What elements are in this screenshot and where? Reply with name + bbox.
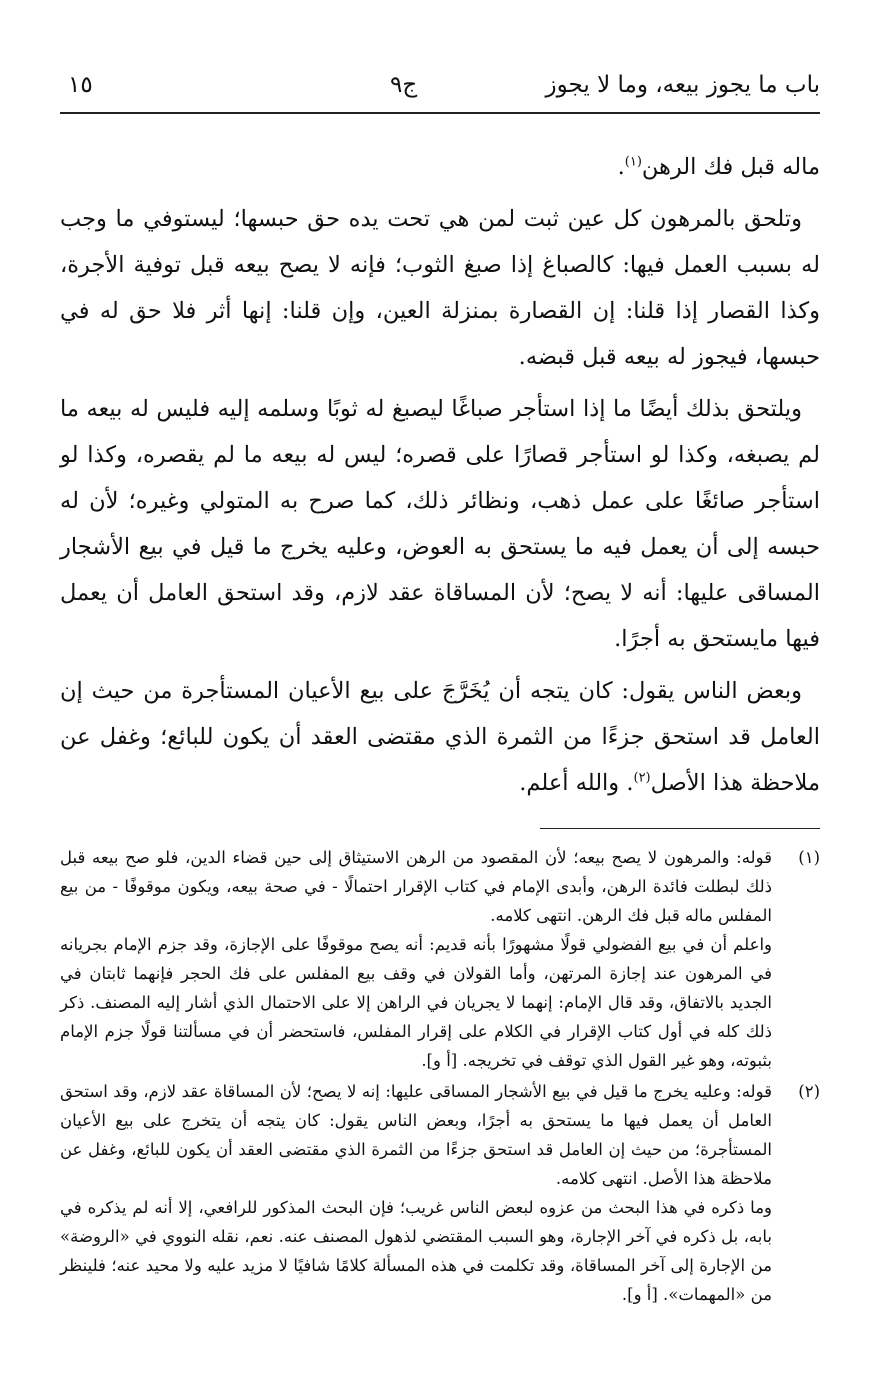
footnote-paragraph: قوله: والمرهون لا يصح بيعه؛ لأن المقصود من الرهن الاستيثاق إلى حين قضاء الدين، فلو صح بيعه قبل ذلك لبطلت فائدة الرهن، وأبدى الإمام في كتاب الإقرار احتمالًا - في صحة بيعه، ويكون موقوفًا - من بيع المفلس ماله قبل فك الرهن. انتهى كلامه. [60, 848, 772, 925]
main-paragraph-2: وتلحق بالمرهون كل عين ثبت لمن هي تحت يده حق حبسها؛ ليستوفي ما وجب له بسبب العمل فيها: كالصباغ إذا صبغ الثوب؛ فإنه لا يصح بيعه قبل توفية الأجرة، وكذا القصار إذا قلنا: إن القصارة بمنزلة العين، وإن قلنا: إنها أثر فلا حق له في حبسها، فيجوز له بيعه قبل قبضه. [60, 206, 820, 370]
paragraph-end: . والله أعلم. [519, 770, 634, 796]
running-header [60, 62, 820, 114]
footnote-paragraph: واعلم أن في بيع الفضولي قولًا مشهورًا بأنه قديم: أنه يصح موقوفًا على الإجازة، وقد جزم الإمام بجريانه في المرهون عند إجازة المرتهن، وأما القولان في وقف بيع المفلس على فك الحجر فإنهما ثابتان في الجديد بالاتفاق، وقد قال الإمام: إنهما لا يجريان في الراهن إلا على الاحتمال الذي أشار إليه المصنف. ذكر ذلك كله في أول كتاب الإقرار في الكلام على إقرار المفلس، فاستحضر أن في مسألتنا قولًا جزم الإمام بثبوته، وهو غير القول الذي توقف في تخريجه. [أ و]. [60, 935, 772, 1070]
book-page [60, 62, 820, 1311]
paragraph-end: . [617, 154, 625, 180]
footnote-separator [540, 828, 820, 829]
footnotes [60, 843, 820, 1309]
paragraph-text: ماله قبل فك الرهن [641, 154, 820, 180]
footnote-number: (١) [798, 848, 820, 867]
footnote-1 [60, 843, 820, 1075]
footnote-ref-1: (١) [624, 154, 642, 170]
chapter-title: باب ما يجوز بيعه، وما لا يجوز [545, 72, 820, 98]
footnote-2 [60, 1077, 820, 1309]
page-number: ١٥ [68, 72, 93, 98]
footnote-paragraph: قوله: وعليه يخرج ما قيل في بيع الأشجار المساقى عليها: إنه لا يصح؛ لأن المساقاة عقد لازم، وقد استحق العامل أن يعمل فيها ما يستحق به أجرًا، وبعض الناس يقول: كان يتجه أن يتخرج على بيع الأعيان المستأجرة؛ من حيث إن العامل قد استحق جزءًا من الثمرة الذي مقتضى العقد أن يكون للبائع، وغفل عن ملاحظة هذا الأصل. انتهى كلامه. [60, 1082, 772, 1188]
main-paragraph-4 [60, 668, 820, 806]
paragraph-text: وبعض الناس يقول: كان يتجه أن يُخَرَّجَ على بيع الأعيان المستأجرة من حيث إن العامل قد استحق جزءًا من الثمرة الذي مقتضى العقد أن يكون للبائع؛ وغفل عن ملاحظة هذا الأصل [60, 678, 820, 796]
footnote-paragraph: وما ذكره في هذا البحث من عزوه لبعض الناس غريب؛ فإن البحث المذكور للرافعي، إلا أنه لم يذكره في بابه، بل ذكره في آخر الإجارة، وهو السبب المقتضي لذهول المصنف عنه. نعم، نقله النووي في «الروضة» من الإجارة إلى آخر المساقاة، وقد تكلمت في هذه المسألة كلامًا شافيًا لا مزيد عليه ولا محيد عنه؛ فلينظر من «المهمات». [أ و]. [60, 1198, 772, 1304]
footnote-ref-2: (٢) [633, 770, 651, 786]
main-paragraph-1 [60, 144, 820, 190]
footnote-number: (٢) [798, 1082, 820, 1101]
main-text [60, 144, 820, 806]
volume-number: ج٩ [390, 72, 418, 98]
main-paragraph-3: ويلتحق بذلك أيضًا ما إذا استأجر صباغًا ليصبغ له ثوبًا وسلمه إليه فليس له بيعه ما لم يصبغه، وكذا لو استأجر قصارًا على قصره؛ ليس له بيعه ما لم يقصره، وكذا لو استأجر صائغًا على عمل ذهب، ونظائر ذلك، كما صرح به المتولي وغيره؛ لأن له حبسه إلى أن يعمل فيه ما يستحق به العوض، وعليه يخرج ما قيل في بيع الأشجار المساقى عليها: أنه لا يصح؛ لأن المساقاة عقد لازم، وقد استحق العامل أن يعمل فيها مايستحق به أجرًا. [60, 396, 820, 652]
